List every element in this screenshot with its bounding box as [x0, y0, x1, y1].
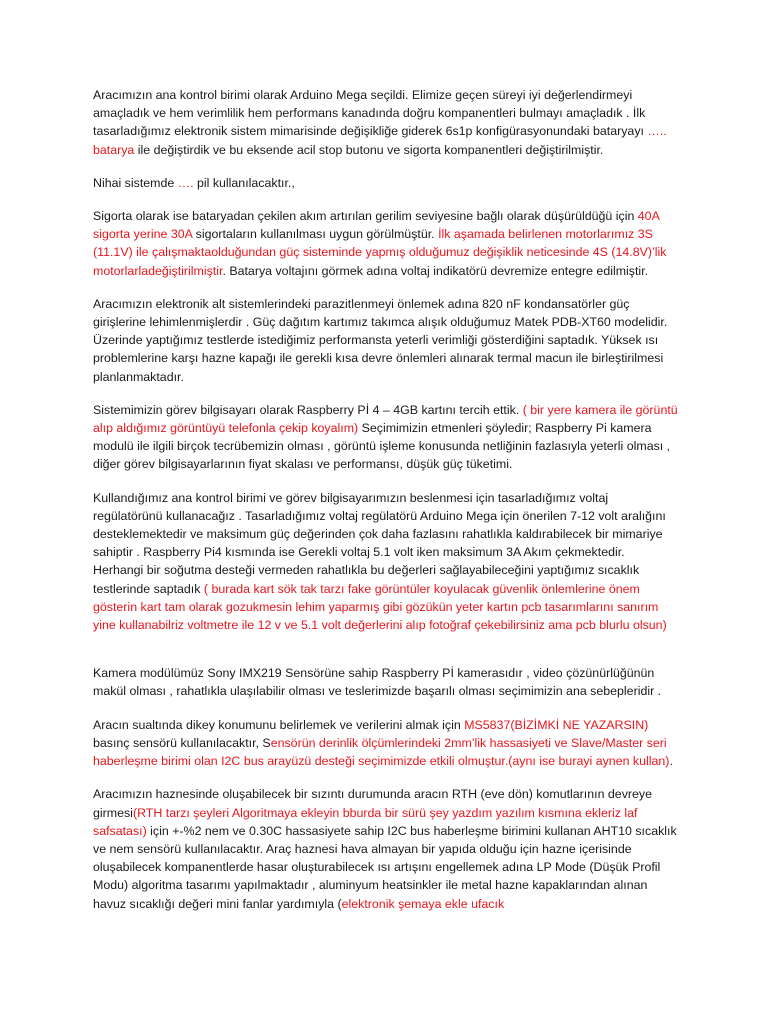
body-text: Sigorta olarak ise bataryadan çekilen akım artırılan gerilim seviyesine bağlı olarak düşürüldüğü için [93, 209, 638, 224]
highlighted-note: ….. batarya [93, 124, 667, 157]
body-text: Aracın sualtında dikey konumunu belirlemek ve verilerini almak için [93, 717, 465, 732]
paragraph-p5 [93, 401, 678, 474]
body-text: Kamera modülümüz Sony IMX219 Sensörüne sahip Raspberry Pİ kamerasıdır , video çözünürlüğünün makül olması , rahatlıkla ulaşılabilir olması ve teslerimizde başarılı olması seçimimizin ana sebepleridir . [93, 666, 662, 699]
paragraph-p2 [93, 174, 678, 192]
body-text: basınç sensörü kullanılacaktır, S [93, 735, 271, 750]
highlighted-note: (RTH tarzı şeyleri Algoritmaya ekleyin bburda bir sürü şey yazdım yazılım kısmına ekleriz laf safsatası) [93, 805, 638, 838]
highlighted-note: elektronik şemaya ekle ufacık [341, 896, 505, 911]
body-text: Kullandığımız ana kontrol birimi ve görev bilgisayarımızın beslenmesi için tasarladığımız voltaj regülatörünü kullanacağız . Tasarladığımız voltaj regülatörü Arduino Mega için önerilen 7-12 volt aralığını desteklemektedir ve maksimum güç değerinden çok daha fazlasını rahatlıkla kaldırabilecek bir mimariye sahiptir . Raspberry Pi4 kısmında ise Gerekli voltaj 5.1 volt iken maksimum 3A Akım çekmektedir. Herhangi bir soğutma desteği vermeden rahatlıkla bu değerleri sağlayabileceğini yaptığımız sıcaklık testlerinde saptadık [93, 490, 666, 596]
highlighted-note: 40A sigorta yerine 30A [93, 209, 660, 242]
body-text: Aracımızın ana kontrol birimi olarak Arduino Mega seçildi. Elimize geçen süreyi iyi değerlendirmeyi amaçladık ve hem verimlilik hem performans kanadında doğru kompanentleri bulmayı amaçladık . İlk tasarladığımız elektronik sistem mimarisinde değişikliğe giderek 6s1p konfigürasyonundaki bataryayı [93, 88, 648, 139]
body-text: Aracımızın elektronik alt sistemlerindeki parazitlenmeyi önlemek adına 820 nF kondansatörler güç girişlerine lehimlenmişlerdir . Güç dağıtım kartımız takımca alışık olduğumuz Matek PDB-XT60 modelidir. Üzerinde yaptığımız testlerde istediğimiz performansta yeterli verimliği gösterdiğini saptadık. Yüksek ısı problemlerine karşı hazne kapağı ile gerekli kısa devre önlemleri alınarak termal macun ile birleştirilmesi planlanmaktadır. [93, 296, 668, 384]
paragraph-p6 [93, 489, 678, 635]
body-text: . [669, 754, 673, 769]
paragraph-p4 [93, 295, 678, 386]
paragraph-p9 [93, 785, 678, 912]
body-text: Sistemimizin görev bilgisayarı olarak Raspberry Pİ 4 – 4GB kartını tercih ettik. [93, 402, 523, 417]
highlighted-note: ( bir yere kamera ile görüntü alıp aldığımız görüntüyü telefonla çekip koyalım) [93, 402, 678, 436]
paragraph-p8 [93, 716, 678, 771]
highlighted-note: …. [177, 175, 194, 190]
highlighted-note: ( burada kart sök tak tarzı fake görüntüler koyulacak güvenlik önlemlerine önem gösterin kart tam olarak gozukmesin lehim yaparmış gibi gözükün yeter kartın pcb tasarımlarını sanırım yine kullanabilriz voltmetre ile 12 v ve 5.1 volt değerlerini alıp fotoğraf çekebilirsiniz ama pcb blurlu olsun) [93, 581, 667, 633]
paragraph-p7 [93, 664, 678, 700]
paragraph-p1 [93, 86, 678, 159]
body-text: ile değiştirdik ve bu eksende acil stop butonu ve sigorta kompanentleri değiştirilmiştir. [134, 142, 604, 157]
highlighted-note: ensörün derinlik ölçümlerindeki 2mm’lik hassasiyeti ve Slave/Master seri haberleşme birimi olan I2C bus arayüzü desteği seçimimizde etkili olmuştur.(aynı ise burayi aynen kullan) [93, 735, 670, 769]
paragraph-p3 [93, 207, 678, 280]
highlighted-note: İlk aşamada belirlenen motorlarımız 3S (11.1V) ile çalışmaktaolduğundan güç sisteminde yapmış olduğumuz değişiklik neticesinde 4S (14.8V)’lik motorlarladeğiştirilmiştir [93, 227, 667, 278]
body-text: Seçimimizin etmenleri şöyledir; Raspberry Pi kamera modulü ile ilgili birçok tecrübemizin olması , görüntü işleme konusunda netliğinin fazlasıyla yeterli olması , diğer görev bilgisayarlarının fiyat skalası ve performansı, düşük güç tüketimi. [93, 421, 671, 472]
highlighted-note: MS5837(BİZİMKİ NE YAZARSIN) [464, 717, 649, 732]
body-text: pil kullanılacaktır., [193, 175, 295, 190]
body-text: . Batarya voltajını görmek adına voltaj indikatörü devremize entegre edilmiştir. [222, 263, 649, 278]
body-text: için +-%2 nem ve 0.30C hassasiyete sahip I2C bus haberleşme birimini kullanan AHT10 sıcaklık ve nem sensörü kullanılacaktır. Araç haznesi hava almayan bir yapıda olduğu için hazne içerisinde oluşabilecek kompanentlerde hasar oluşturabilecek ısı artışını engellemek adına LP Mode (Düşük Profil Modu) algoritma tasarımı yapılmaktadır , aluminyum heatsinkler ile metal hazne kapaklarından alınan havuz sıcaklığı değeri mini fanlar yardımıyla ( [93, 823, 677, 911]
body-text: sigortaların kullanılması uygun görülmüştür. [192, 227, 439, 242]
body-text: Aracımızın haznesinde oluşabilecek bir sızıntı durumunda aracın RTH (eve dön) komutlarının devreye girmesi [93, 787, 653, 820]
body-text: Nihai sistemde [93, 175, 178, 190]
